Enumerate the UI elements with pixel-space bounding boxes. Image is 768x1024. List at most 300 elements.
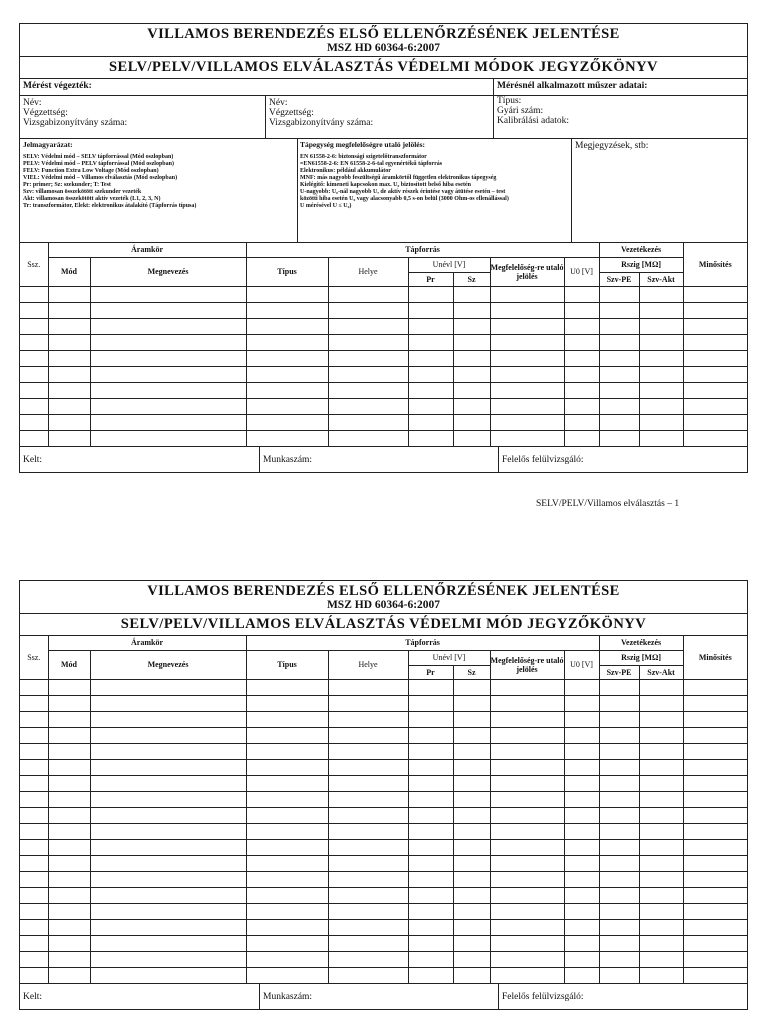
table-cell[interactable]	[599, 302, 639, 318]
table-cell[interactable]	[328, 398, 408, 414]
table-cell[interactable]	[48, 855, 90, 871]
table-cell[interactable]	[328, 318, 408, 334]
table-cell[interactable]	[408, 759, 453, 775]
table-cell[interactable]	[246, 743, 328, 759]
person-1-exam-field[interactable]: Vizsgabizonyítvány száma:	[23, 118, 128, 128]
table-cell[interactable]	[639, 302, 683, 318]
table-cell[interactable]	[246, 871, 328, 887]
table-cell[interactable]	[453, 855, 490, 871]
table-cell[interactable]	[246, 727, 328, 743]
table-cell[interactable]	[20, 679, 48, 695]
table-cell[interactable]	[48, 679, 90, 695]
table-cell[interactable]	[564, 695, 599, 711]
table-cell[interactable]	[408, 318, 453, 334]
table-cell[interactable]	[490, 398, 564, 414]
table-cell[interactable]	[48, 398, 90, 414]
table-cell[interactable]	[328, 286, 408, 302]
table-cell[interactable]	[90, 839, 246, 855]
table-cell[interactable]	[20, 286, 48, 302]
table-cell[interactable]	[564, 855, 599, 871]
table-cell[interactable]	[453, 382, 490, 398]
table-cell[interactable]	[639, 727, 683, 743]
table-cell[interactable]	[639, 382, 683, 398]
instrument-serial-field[interactable]: Gyári szám:	[497, 106, 544, 116]
instrument-calibration-field[interactable]: Kalibrálási adatok:	[497, 116, 570, 126]
table-cell[interactable]	[639, 695, 683, 711]
table-cell[interactable]	[48, 382, 90, 398]
table-cell[interactable]	[453, 727, 490, 743]
table-cell[interactable]	[564, 743, 599, 759]
table-cell[interactable]	[639, 711, 683, 727]
table-cell[interactable]	[90, 414, 246, 430]
table-cell[interactable]	[599, 711, 639, 727]
table-cell[interactable]	[564, 967, 599, 983]
table-cell[interactable]	[639, 839, 683, 855]
table-cell[interactable]	[408, 823, 453, 839]
table-cell[interactable]	[453, 430, 490, 446]
table-cell[interactable]	[490, 302, 564, 318]
table-cell[interactable]	[453, 791, 490, 807]
table-cell[interactable]	[408, 903, 453, 919]
table-cell[interactable]	[683, 382, 747, 398]
table-cell[interactable]	[48, 759, 90, 775]
table-cell[interactable]	[48, 951, 90, 967]
table-cell[interactable]	[490, 887, 564, 903]
table-cell[interactable]	[453, 334, 490, 350]
table-cell[interactable]	[599, 743, 639, 759]
table-cell[interactable]	[639, 350, 683, 366]
table-cell[interactable]	[490, 334, 564, 350]
table-cell[interactable]	[683, 414, 747, 430]
table-cell[interactable]	[408, 350, 453, 366]
table-cell[interactable]	[453, 318, 490, 334]
table-cell[interactable]	[683, 871, 747, 887]
table-cell[interactable]	[48, 350, 90, 366]
table-cell[interactable]	[408, 871, 453, 887]
table-cell[interactable]	[564, 302, 599, 318]
table-cell[interactable]	[453, 398, 490, 414]
table-cell[interactable]	[246, 951, 328, 967]
table-cell[interactable]	[639, 967, 683, 983]
table-cell[interactable]	[408, 967, 453, 983]
table-cell[interactable]	[20, 743, 48, 759]
table-cell[interactable]	[453, 695, 490, 711]
table-cell[interactable]	[599, 903, 639, 919]
table-cell[interactable]	[639, 398, 683, 414]
table-cell[interactable]	[20, 759, 48, 775]
table-cell[interactable]	[48, 919, 90, 935]
table-cell[interactable]	[683, 967, 747, 983]
table-cell[interactable]	[408, 711, 453, 727]
table-cell[interactable]	[328, 791, 408, 807]
table-cell[interactable]	[246, 967, 328, 983]
table-cell[interactable]	[328, 743, 408, 759]
table-cell[interactable]	[246, 679, 328, 695]
table-cell[interactable]	[90, 302, 246, 318]
table-cell[interactable]	[408, 935, 453, 951]
table-cell[interactable]	[246, 430, 328, 446]
table-cell[interactable]	[48, 935, 90, 951]
table-cell[interactable]	[20, 839, 48, 855]
table-cell[interactable]	[20, 350, 48, 366]
table-cell[interactable]	[90, 935, 246, 951]
table-cell[interactable]	[564, 334, 599, 350]
table-cell[interactable]	[90, 791, 246, 807]
table-cell[interactable]	[246, 903, 328, 919]
table-cell[interactable]	[453, 286, 490, 302]
table-cell[interactable]	[20, 414, 48, 430]
table-cell[interactable]	[90, 695, 246, 711]
table-cell[interactable]	[490, 430, 564, 446]
table-cell[interactable]	[599, 286, 639, 302]
table-cell[interactable]	[48, 302, 90, 318]
table-cell[interactable]	[683, 743, 747, 759]
table-cell[interactable]	[328, 679, 408, 695]
table-cell[interactable]	[599, 430, 639, 446]
table-cell[interactable]	[20, 935, 48, 951]
table-cell[interactable]	[90, 759, 246, 775]
table-cell[interactable]	[408, 302, 453, 318]
table-cell[interactable]	[20, 695, 48, 711]
table-cell[interactable]	[90, 398, 246, 414]
table-cell[interactable]	[564, 775, 599, 791]
table-cell[interactable]	[20, 807, 48, 823]
table-cell[interactable]	[90, 318, 246, 334]
table-cell[interactable]	[490, 967, 564, 983]
table-cell[interactable]	[599, 350, 639, 366]
table-cell[interactable]	[490, 855, 564, 871]
table-cell[interactable]	[564, 350, 599, 366]
table-cell[interactable]	[20, 951, 48, 967]
table-cell[interactable]	[683, 903, 747, 919]
table-cell[interactable]	[48, 967, 90, 983]
table-cell[interactable]	[564, 887, 599, 903]
table-cell[interactable]	[408, 382, 453, 398]
table-cell[interactable]	[683, 951, 747, 967]
table-cell[interactable]	[408, 414, 453, 430]
table-cell[interactable]	[490, 743, 564, 759]
table-cell[interactable]	[90, 382, 246, 398]
table-cell[interactable]	[490, 791, 564, 807]
table-cell[interactable]	[453, 919, 490, 935]
table-cell[interactable]	[639, 823, 683, 839]
table-cell[interactable]	[328, 302, 408, 318]
table-cell[interactable]	[639, 775, 683, 791]
table-cell[interactable]	[246, 366, 328, 382]
table-cell[interactable]	[90, 430, 246, 446]
table-cell[interactable]	[599, 791, 639, 807]
table-cell[interactable]	[599, 695, 639, 711]
table-cell[interactable]	[599, 935, 639, 951]
table-cell[interactable]	[453, 967, 490, 983]
table-cell[interactable]	[90, 871, 246, 887]
table-cell[interactable]	[599, 318, 639, 334]
table-cell[interactable]	[453, 759, 490, 775]
table-cell[interactable]	[599, 855, 639, 871]
table-cell[interactable]	[328, 807, 408, 823]
table-cell[interactable]	[683, 759, 747, 775]
table-cell[interactable]	[683, 711, 747, 727]
table-cell[interactable]	[246, 855, 328, 871]
table-cell[interactable]	[408, 366, 453, 382]
table-cell[interactable]	[683, 887, 747, 903]
table-cell[interactable]	[90, 967, 246, 983]
table-cell[interactable]	[639, 414, 683, 430]
table-cell[interactable]	[490, 871, 564, 887]
table-cell[interactable]	[408, 286, 453, 302]
table-cell[interactable]	[328, 775, 408, 791]
table-cell[interactable]	[48, 334, 90, 350]
table-cell[interactable]	[453, 743, 490, 759]
table-cell[interactable]	[408, 695, 453, 711]
table-cell[interactable]	[683, 839, 747, 855]
table-cell[interactable]	[408, 679, 453, 695]
table-cell[interactable]	[48, 887, 90, 903]
table-cell[interactable]	[639, 935, 683, 951]
table-cell[interactable]	[564, 318, 599, 334]
date-field[interactable]: Kelt:	[20, 984, 260, 1009]
table-cell[interactable]	[683, 775, 747, 791]
table-cell[interactable]	[683, 919, 747, 935]
table-cell[interactable]	[490, 807, 564, 823]
table-cell[interactable]	[490, 382, 564, 398]
person-2-name-field[interactable]: Név:	[269, 98, 288, 108]
table-cell[interactable]	[20, 871, 48, 887]
table-cell[interactable]	[683, 791, 747, 807]
table-cell[interactable]	[328, 759, 408, 775]
table-cell[interactable]	[48, 366, 90, 382]
table-cell[interactable]	[48, 414, 90, 430]
table-cell[interactable]	[48, 839, 90, 855]
table-cell[interactable]	[490, 350, 564, 366]
table-cell[interactable]	[490, 823, 564, 839]
table-cell[interactable]	[90, 366, 246, 382]
table-cell[interactable]	[246, 919, 328, 935]
table-cell[interactable]	[408, 807, 453, 823]
table-cell[interactable]	[408, 334, 453, 350]
table-cell[interactable]	[564, 807, 599, 823]
table-cell[interactable]	[564, 823, 599, 839]
table-cell[interactable]	[328, 855, 408, 871]
table-cell[interactable]	[328, 951, 408, 967]
table-cell[interactable]	[453, 350, 490, 366]
table-cell[interactable]	[639, 366, 683, 382]
table-cell[interactable]	[639, 951, 683, 967]
table-cell[interactable]	[683, 286, 747, 302]
table-cell[interactable]	[639, 919, 683, 935]
table-cell[interactable]	[564, 903, 599, 919]
table-cell[interactable]	[639, 887, 683, 903]
table-cell[interactable]	[20, 430, 48, 446]
person-1-qualification-field[interactable]: Végzettség:	[23, 108, 68, 118]
table-cell[interactable]	[246, 382, 328, 398]
table-cell[interactable]	[453, 711, 490, 727]
table-cell[interactable]	[408, 430, 453, 446]
table-cell[interactable]	[599, 871, 639, 887]
table-cell[interactable]	[453, 302, 490, 318]
table-cell[interactable]	[490, 695, 564, 711]
table-cell[interactable]	[90, 919, 246, 935]
table-cell[interactable]	[246, 935, 328, 951]
table-cell[interactable]	[564, 791, 599, 807]
table-cell[interactable]	[20, 887, 48, 903]
table-cell[interactable]	[683, 334, 747, 350]
table-cell[interactable]	[90, 903, 246, 919]
table-cell[interactable]	[48, 695, 90, 711]
table-cell[interactable]	[564, 871, 599, 887]
table-cell[interactable]	[90, 711, 246, 727]
table-cell[interactable]	[20, 727, 48, 743]
table-cell[interactable]	[683, 935, 747, 951]
table-cell[interactable]	[408, 743, 453, 759]
table-cell[interactable]	[90, 823, 246, 839]
table-cell[interactable]	[683, 807, 747, 823]
table-cell[interactable]	[683, 302, 747, 318]
table-cell[interactable]	[639, 318, 683, 334]
table-cell[interactable]	[328, 366, 408, 382]
table-cell[interactable]	[328, 430, 408, 446]
table-cell[interactable]	[20, 398, 48, 414]
table-cell[interactable]	[453, 935, 490, 951]
table-cell[interactable]	[48, 791, 90, 807]
table-cell[interactable]	[490, 903, 564, 919]
table-cell[interactable]	[328, 695, 408, 711]
table-cell[interactable]	[328, 414, 408, 430]
table-cell[interactable]	[599, 334, 639, 350]
table-cell[interactable]	[683, 430, 747, 446]
table-cell[interactable]	[408, 839, 453, 855]
table-cell[interactable]	[48, 807, 90, 823]
table-cell[interactable]	[599, 775, 639, 791]
table-cell[interactable]	[490, 727, 564, 743]
person-2-exam-field[interactable]: Vizsgabizonyítvány száma:	[269, 118, 374, 128]
table-cell[interactable]	[490, 839, 564, 855]
table-cell[interactable]	[20, 302, 48, 318]
table-cell[interactable]	[48, 318, 90, 334]
table-cell[interactable]	[90, 727, 246, 743]
table-cell[interactable]	[599, 366, 639, 382]
table-cell[interactable]	[490, 414, 564, 430]
table-cell[interactable]	[564, 430, 599, 446]
table-cell[interactable]	[564, 935, 599, 951]
table-cell[interactable]	[564, 398, 599, 414]
table-cell[interactable]	[328, 935, 408, 951]
table-cell[interactable]	[246, 318, 328, 334]
table-cell[interactable]	[408, 775, 453, 791]
table-cell[interactable]	[490, 679, 564, 695]
table-cell[interactable]	[90, 334, 246, 350]
table-cell[interactable]	[408, 919, 453, 935]
table-cell[interactable]	[246, 823, 328, 839]
table-cell[interactable]	[490, 775, 564, 791]
table-cell[interactable]	[20, 823, 48, 839]
table-cell[interactable]	[328, 350, 408, 366]
table-cell[interactable]	[328, 823, 408, 839]
table-cell[interactable]	[490, 919, 564, 935]
table-cell[interactable]	[90, 951, 246, 967]
table-cell[interactable]	[328, 839, 408, 855]
table-cell[interactable]	[246, 302, 328, 318]
table-cell[interactable]	[564, 839, 599, 855]
table-cell[interactable]	[683, 318, 747, 334]
table-cell[interactable]	[20, 318, 48, 334]
table-cell[interactable]	[246, 414, 328, 430]
table-cell[interactable]	[639, 759, 683, 775]
table-cell[interactable]	[564, 414, 599, 430]
table-cell[interactable]	[453, 366, 490, 382]
table-cell[interactable]	[90, 807, 246, 823]
table-cell[interactable]	[328, 382, 408, 398]
table-cell[interactable]	[328, 871, 408, 887]
person-1-name-field[interactable]: Név:	[23, 98, 42, 108]
table-cell[interactable]	[599, 919, 639, 935]
table-cell[interactable]	[246, 775, 328, 791]
table-cell[interactable]	[599, 727, 639, 743]
table-cell[interactable]	[246, 350, 328, 366]
table-cell[interactable]	[564, 286, 599, 302]
table-cell[interactable]	[20, 791, 48, 807]
table-cell[interactable]	[639, 903, 683, 919]
table-cell[interactable]	[599, 414, 639, 430]
table-cell[interactable]	[564, 382, 599, 398]
table-cell[interactable]	[453, 839, 490, 855]
table-cell[interactable]	[683, 679, 747, 695]
table-cell[interactable]	[20, 711, 48, 727]
table-cell[interactable]	[599, 759, 639, 775]
table-cell[interactable]	[490, 286, 564, 302]
job-number-field[interactable]: Munkaszám:	[260, 447, 499, 472]
table-cell[interactable]	[408, 855, 453, 871]
table-cell[interactable]	[20, 903, 48, 919]
table-cell[interactable]	[48, 286, 90, 302]
table-cell[interactable]	[408, 887, 453, 903]
table-cell[interactable]	[564, 679, 599, 695]
table-cell[interactable]	[453, 903, 490, 919]
table-cell[interactable]	[20, 967, 48, 983]
table-cell[interactable]	[683, 350, 747, 366]
table-cell[interactable]	[599, 951, 639, 967]
table-cell[interactable]	[453, 871, 490, 887]
table-cell[interactable]	[408, 727, 453, 743]
table-cell[interactable]	[328, 919, 408, 935]
table-cell[interactable]	[48, 727, 90, 743]
table-cell[interactable]	[246, 398, 328, 414]
table-cell[interactable]	[490, 711, 564, 727]
table-cell[interactable]	[328, 887, 408, 903]
table-cell[interactable]	[599, 823, 639, 839]
table-cell[interactable]	[20, 334, 48, 350]
table-cell[interactable]	[246, 695, 328, 711]
notes-field[interactable]: Megjegyzések, stb:	[575, 141, 649, 151]
table-cell[interactable]	[453, 775, 490, 791]
table-cell[interactable]	[564, 919, 599, 935]
table-cell[interactable]	[599, 839, 639, 855]
table-cell[interactable]	[453, 887, 490, 903]
table-cell[interactable]	[246, 334, 328, 350]
table-cell[interactable]	[599, 679, 639, 695]
table-cell[interactable]	[599, 382, 639, 398]
table-cell[interactable]	[683, 727, 747, 743]
inspector-field[interactable]: Felelős felülvizsgáló:	[502, 992, 584, 1002]
table-cell[interactable]	[453, 414, 490, 430]
table-cell[interactable]	[599, 398, 639, 414]
table-cell[interactable]	[639, 807, 683, 823]
table-cell[interactable]	[48, 823, 90, 839]
table-cell[interactable]	[48, 775, 90, 791]
table-cell[interactable]	[599, 887, 639, 903]
table-cell[interactable]	[408, 398, 453, 414]
table-cell[interactable]	[453, 823, 490, 839]
